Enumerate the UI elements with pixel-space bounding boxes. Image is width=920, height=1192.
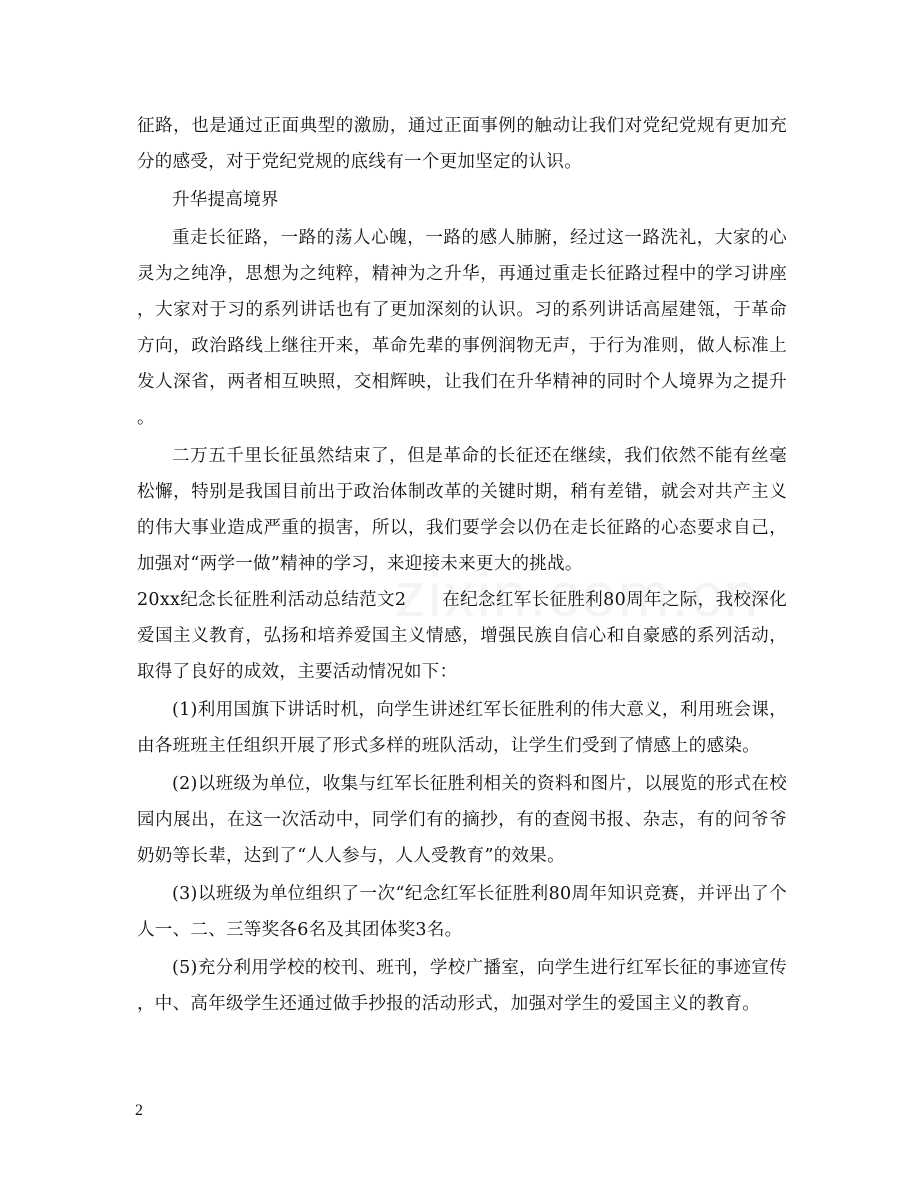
section-heading: 升华提高境界 — [172, 190, 279, 210]
paragraph-continuation: 征路，也是通过正面典型的激励，通过正面事例的触动让我们对党纪党规有更加充分的感受，对于党纪党规的底线有一个更加坚定的认识。 — [137, 116, 787, 172]
list-item: (5)充分利用学校的校刊、班刊，学校广播室，向学生进行红军长征的事迹宣传，中、高年级学生还通过做手抄报的活动形式，加强对学生的爱国主义的教育。 — [137, 958, 787, 1014]
paragraph-article-title: 20xx纪念长征胜利活动总结范文2 在纪念红军长征胜利80周年之际，我校深化爱国主义教育，弘扬和培养爱国主义情感，增强民族自信心和自豪感的系列活动，取得了良好的成效，主要活动情况如下： — [137, 590, 787, 682]
paragraph: 二万五千里长征虽然结束了，但是革命的长征还在继续，我们依然不能有丝毫松懈，特别是我国目前出于政治体制改革的关键时期，稍有差错，就会对共产主义的伟大事业造成严重的损害，所以，我们要学会以仍在走长征路的心态要求自己，加强对“两学一做”精神的学习，来迎接未来更大的挑战。 — [137, 446, 787, 574]
body-text — [137, 108, 787, 1022]
page-number: 2 — [135, 1102, 143, 1119]
list-item: (3)以班级为单位组织了一次“纪念红军长征胜利80周年知识竞赛，并评出了个人一、二、三等奖各6名及其团体奖3名。 — [137, 884, 787, 940]
paragraph: 重走长征路，一路的荡人心魄，一路的感人肺腑，经过这一路洗礼，大家的心灵为之纯净，思想为之纯粹，精神为之升华，再通过重走长征路过程中的学习讲座，大家对于习的系列讲话也有了更加深刻的认识。习的系列讲话高屋建瓴，于革命方向，政治路线上继往开来，革命先辈的事例润物无声，于行为准则，做人标准上发人深省，两者相互映照，交相辉映，让我们在升华精神的同时个人境界为之提升。 — [137, 228, 787, 428]
list-item: (2)以班级为单位，收集与红军长征胜利相关的资料和图片，以展览的形式在校园内展出，在这一次活动中，同学们有的摘抄，有的查阅书报、杂志，有的问爷爷奶奶等长辈，达到了“人人参与，人人受教育”的效果。 — [137, 774, 787, 866]
list-item: (1)利用国旗下讲话时机，向学生讲述红军长征胜利的伟大意义，利用班会课，由各班班主任组织开展了形式多样的班队活动，让学生们受到了情感上的感染。 — [137, 700, 787, 756]
